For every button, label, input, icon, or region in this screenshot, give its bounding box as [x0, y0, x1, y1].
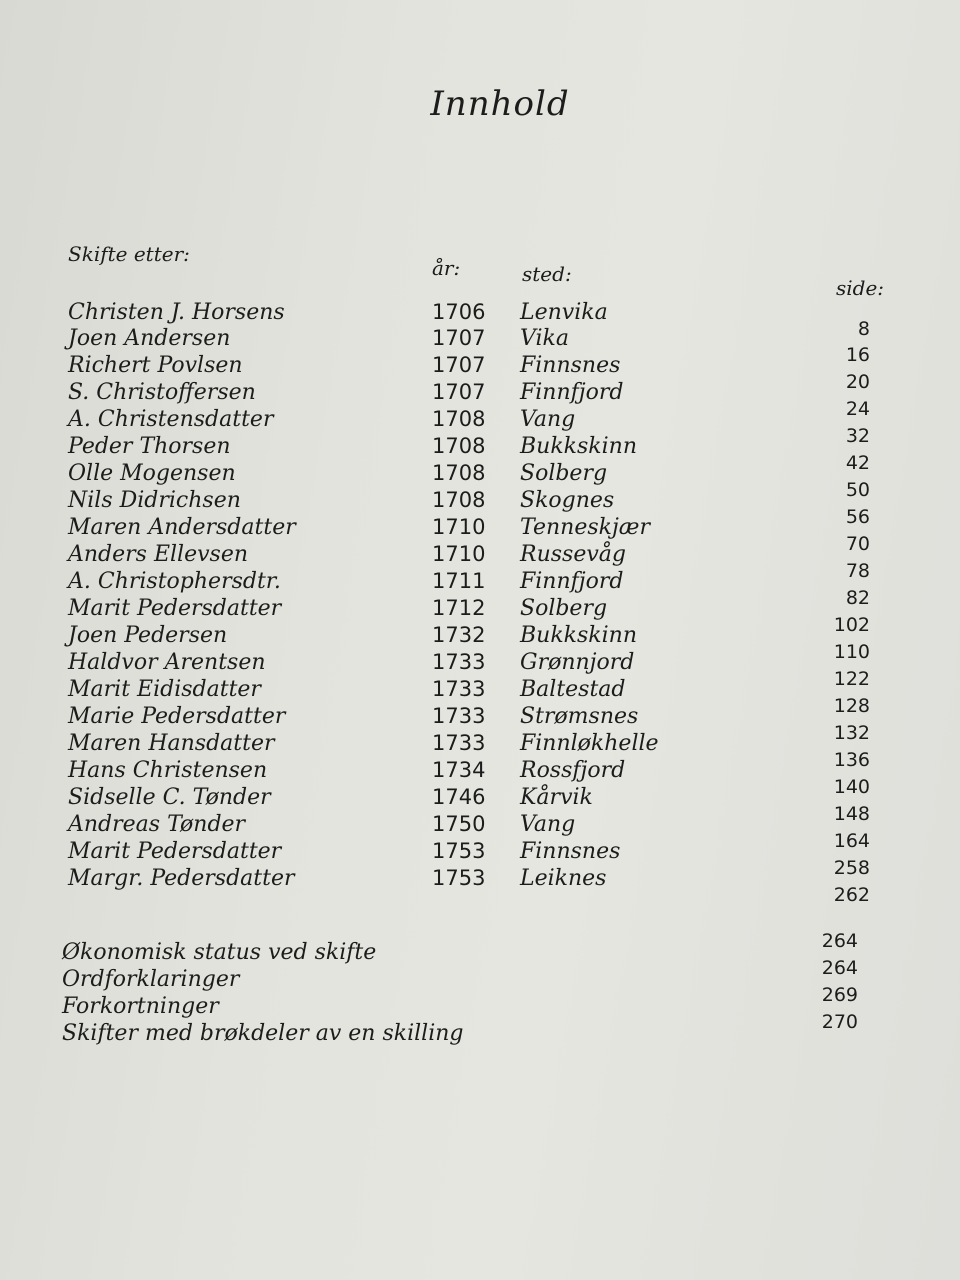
entry-place: Grønnjord — [520, 650, 635, 675]
entry-name: Haldvor Arentsen — [68, 650, 266, 675]
entry-place: Finnsnes — [520, 353, 621, 378]
entry-year: 1750 — [432, 812, 486, 836]
appendix-row — [0, 1011, 960, 1049]
entry-page: 148 — [833, 803, 870, 825]
entry-name: Joen Andersen — [68, 326, 231, 351]
entry-year: 1710 — [432, 515, 486, 539]
appendix-page: 264 — [821, 930, 858, 952]
entry-place: Bukkskinn — [520, 623, 637, 648]
entry-name: Olle Mogensen — [68, 461, 236, 486]
entry-page: 78 — [845, 560, 870, 582]
entry-name: Nils Didrichsen — [68, 488, 241, 513]
entry-year: 1712 — [432, 596, 486, 620]
entry-name: A. Christensdatter — [68, 407, 274, 432]
appendix-label: Forkortninger — [62, 994, 219, 1019]
entry-page: 42 — [845, 452, 870, 474]
entry-year: 1707 — [432, 380, 486, 404]
entry-page: 50 — [845, 479, 870, 501]
header-skifte-etter: Skifte etter: — [68, 242, 190, 266]
entry-year: 1746 — [432, 785, 486, 809]
entry-page: 70 — [845, 533, 870, 555]
entry-place: Tenneskjær — [520, 515, 650, 540]
entry-place: Bukkskinn — [520, 434, 637, 459]
entry-place: Strømsnes — [520, 704, 639, 729]
header-place: sted: — [522, 262, 572, 286]
appendix-row — [0, 984, 960, 1022]
entry-name: Marit Pedersdatter — [68, 596, 282, 621]
entry-page: 132 — [833, 722, 870, 744]
entry-year: 1733 — [432, 650, 486, 674]
header-page: side: — [836, 276, 885, 300]
entry-place: Vang — [520, 812, 576, 837]
page-title: Innhold — [430, 84, 570, 124]
entry-name: Margr. Pedersdatter — [68, 866, 295, 891]
entry-page: 32 — [845, 425, 870, 447]
entry-page: 136 — [833, 749, 870, 771]
entry-page: 262 — [833, 884, 870, 906]
entry-page: 140 — [833, 776, 870, 798]
entry-place: Baltestad — [520, 677, 626, 702]
entry-page: 16 — [845, 344, 870, 366]
entry-year: 1732 — [432, 623, 486, 647]
entry-place: Leiknes — [520, 866, 607, 891]
entry-page: 24 — [845, 398, 870, 420]
entry-year: 1733 — [432, 731, 486, 755]
entry-page: 56 — [845, 506, 870, 528]
entry-year: 1706 — [432, 300, 486, 324]
entry-place: Finnløkhelle — [520, 731, 659, 756]
entry-year: 1708 — [432, 407, 486, 431]
entry-year: 1708 — [432, 434, 486, 458]
appendix-row — [0, 930, 960, 968]
toc-row — [0, 866, 960, 906]
entry-name: Christen J. Horsens — [68, 300, 285, 325]
entry-place: Finnfjord — [520, 380, 624, 405]
entry-year: 1734 — [432, 758, 486, 782]
entry-year: 1707 — [432, 326, 486, 350]
entry-year: 1708 — [432, 488, 486, 512]
entry-year: 1753 — [432, 839, 486, 863]
entry-year: 1753 — [432, 866, 486, 890]
entry-page: 122 — [833, 668, 870, 690]
entry-name: Peder Thorsen — [68, 434, 231, 459]
entry-place: Vang — [520, 407, 576, 432]
entry-place: Russevåg — [520, 542, 626, 567]
entry-year: 1733 — [432, 677, 486, 701]
entry-year: 1733 — [432, 704, 486, 728]
appendix-row — [0, 957, 960, 995]
entry-place: Vika — [520, 326, 569, 351]
entry-place: Lenvika — [520, 300, 608, 325]
entry-place: Finnfjord — [520, 569, 624, 594]
entry-place: Rossfjord — [520, 758, 626, 783]
entry-name: Marit Eidisdatter — [68, 677, 261, 702]
entry-place: Solberg — [520, 596, 608, 621]
entry-year: 1710 — [432, 542, 486, 566]
entry-name: Maren Hansdatter — [68, 731, 275, 756]
entry-page: 164 — [833, 830, 870, 852]
entry-name: Joen Pedersen — [68, 623, 228, 648]
appendix-page: 264 — [821, 957, 858, 979]
entry-place: Solberg — [520, 461, 608, 486]
entry-name: Sidselle C. Tønder — [68, 785, 271, 810]
entry-name: Anders Ellevsen — [68, 542, 249, 567]
header-year: år: — [432, 256, 461, 280]
entry-page: 128 — [833, 695, 870, 717]
entry-page: 110 — [833, 641, 870, 663]
entry-page: 102 — [833, 614, 870, 636]
entry-name: Marit Pedersdatter — [68, 839, 282, 864]
entry-page: 20 — [845, 371, 870, 393]
appendix-page: 270 — [821, 1011, 858, 1033]
entry-page: 258 — [833, 857, 870, 879]
entry-name: Richert Povlsen — [68, 353, 243, 378]
entry-year: 1708 — [432, 461, 486, 485]
entry-name: S. Christoffersen — [68, 380, 256, 405]
entry-name: Andreas Tønder — [68, 812, 246, 837]
entry-place: Skognes — [520, 488, 615, 513]
entry-place: Kårvik — [520, 785, 593, 810]
appendix-page: 269 — [821, 984, 858, 1006]
entry-place: Finnsnes — [520, 839, 621, 864]
entry-year: 1707 — [432, 353, 486, 377]
appendix-label: Skifter med brøkdeler av en skilling — [62, 1021, 464, 1046]
entry-page: 82 — [845, 587, 870, 609]
appendix-label: Ordforklaringer — [62, 967, 240, 992]
entry-name: A. Christophersdtr. — [68, 569, 281, 594]
entry-page: 8 — [857, 318, 870, 340]
entry-name: Maren Andersdatter — [68, 515, 296, 540]
appendix-label: Økonomisk status ved skifte — [62, 940, 377, 965]
entry-name: Hans Christensen — [68, 758, 268, 783]
entry-year: 1711 — [432, 569, 486, 593]
entry-name: Marie Pedersdatter — [68, 704, 286, 729]
